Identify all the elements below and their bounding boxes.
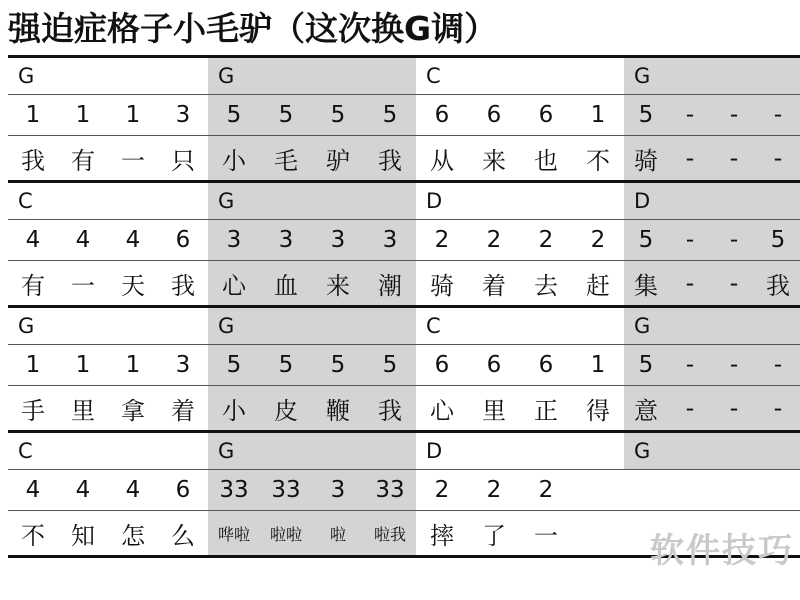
note-cell: 6 — [486, 102, 502, 129]
lyric-cell: 里 — [71, 396, 95, 425]
lyric-cell: 不 — [586, 146, 610, 175]
measure — [624, 220, 800, 260]
measure — [8, 433, 208, 469]
note-cell: 6 — [175, 477, 191, 504]
note-cell: 2 — [486, 227, 502, 254]
note-cell: 5 — [226, 102, 242, 129]
note-cell: 3 — [382, 227, 398, 254]
lyric-cell: 骑 — [430, 271, 454, 300]
lyric-cell: 啦我 — [373, 524, 406, 544]
lyric-cell: 心 — [222, 271, 246, 300]
note-cell: 3 — [278, 227, 294, 254]
lyric-cell: - — [773, 144, 783, 173]
music-sheet — [8, 55, 800, 558]
note-cell: 2 — [590, 227, 606, 254]
lyric-cell: - — [685, 394, 695, 423]
measure — [208, 220, 416, 260]
lyric-cell: 潮 — [378, 271, 402, 300]
measure — [624, 308, 800, 344]
number-notation-row — [8, 470, 800, 511]
chord-label: D — [426, 189, 443, 214]
measure — [624, 386, 800, 430]
chord-row — [8, 58, 800, 95]
measure — [8, 136, 208, 180]
measure — [208, 183, 416, 219]
lyric-cell: 正 — [534, 396, 558, 425]
measure — [416, 136, 624, 180]
note-cell: 2 — [434, 227, 450, 254]
chord-label: C — [426, 314, 441, 339]
chord-label: C — [18, 439, 33, 464]
note-cell: 1 — [75, 352, 91, 379]
note-cell: 1 — [590, 352, 606, 379]
note-cell: 33 — [219, 477, 249, 504]
note-cell: 33 — [375, 477, 405, 504]
note-cell: 3 — [330, 227, 346, 254]
lyric-cell: - — [685, 269, 695, 298]
measure — [624, 58, 800, 94]
note-cell: 6 — [434, 352, 450, 379]
lyric-cell: 鞭 — [326, 396, 350, 425]
note-cell: 5 — [770, 227, 786, 254]
note-cell: 1 — [590, 102, 606, 129]
note-cell: 6 — [434, 102, 450, 129]
note-cell: 4 — [125, 477, 141, 504]
measure — [416, 220, 624, 260]
chord-label: G — [18, 64, 35, 89]
measure — [8, 261, 208, 305]
lyric-cell: 毛 — [274, 146, 298, 175]
lyric-cell: 去 — [534, 271, 558, 300]
note-cell: 2 — [434, 477, 450, 504]
music-system — [8, 433, 800, 558]
measure — [624, 183, 800, 219]
measure — [8, 470, 208, 510]
note-cell: 5 — [226, 352, 242, 379]
note-cell: 5 — [382, 352, 398, 379]
note-cell: - — [685, 352, 695, 379]
chord-row — [8, 183, 800, 220]
lyric-cell: 也 — [534, 146, 558, 175]
lyric-cell: 来 — [326, 271, 350, 300]
lyric-cell: 集 — [634, 271, 658, 300]
note-cell: 2 — [486, 477, 502, 504]
lyric-cell: 赶 — [586, 271, 610, 300]
measure — [208, 470, 416, 510]
measure — [416, 261, 624, 305]
lyric-cell: 一 — [121, 146, 145, 175]
lyric-cell: - — [729, 269, 739, 298]
lyric-cell: 心 — [430, 396, 454, 425]
lyric-cell: 怎 — [121, 521, 145, 550]
lyric-cell: 从 — [430, 146, 454, 175]
chord-label: G — [634, 314, 651, 339]
lyric-cell: 有 — [71, 146, 95, 175]
lyric-cell: 着 — [482, 271, 506, 300]
lyric-cell: 驴 — [326, 146, 350, 175]
lyric-cell: 得 — [586, 396, 610, 425]
measure — [8, 308, 208, 344]
lyrics-row — [8, 386, 800, 430]
chord-row — [8, 433, 800, 470]
measure — [8, 511, 208, 555]
measure — [208, 136, 416, 180]
note-cell: 5 — [330, 102, 346, 129]
lyric-cell: 了 — [482, 521, 506, 550]
note-cell: 6 — [175, 227, 191, 254]
lyric-cell: 啦 — [329, 524, 346, 544]
note-cell: 5 — [638, 227, 654, 254]
note-cell: - — [685, 227, 695, 254]
lyric-cell: 不 — [21, 521, 45, 550]
note-cell: 3 — [175, 102, 191, 129]
music-system — [8, 58, 800, 183]
note-cell: 3 — [330, 477, 346, 504]
lyrics-row — [8, 511, 800, 555]
note-cell: 3 — [226, 227, 242, 254]
measure — [624, 470, 800, 510]
note-cell: - — [729, 352, 739, 379]
lyric-cell: 拿 — [121, 396, 145, 425]
lyric-cell: 手 — [21, 396, 45, 425]
measure — [208, 345, 416, 385]
note-cell: 6 — [486, 352, 502, 379]
lyric-cell: 我 — [378, 396, 402, 425]
note-cell: - — [729, 227, 739, 254]
note-cell: 5 — [278, 352, 294, 379]
lyric-cell: 小 — [222, 146, 246, 175]
music-system — [8, 308, 800, 433]
lyric-cell: 一 — [71, 271, 95, 300]
chord-label: G — [18, 314, 35, 339]
lyric-cell: 皮 — [274, 396, 298, 425]
measure — [416, 95, 624, 135]
number-notation-row — [8, 95, 800, 136]
note-cell: 33 — [271, 477, 301, 504]
measure — [8, 95, 208, 135]
lyric-cell: 么 — [171, 521, 195, 550]
lyric-cell: 天 — [121, 271, 145, 300]
music-system — [8, 183, 800, 308]
measure — [208, 95, 416, 135]
note-cell: 5 — [330, 352, 346, 379]
number-notation-row — [8, 345, 800, 386]
note-cell: 4 — [25, 477, 41, 504]
chord-label: G — [218, 439, 235, 464]
lyric-cell: 我 — [378, 146, 402, 175]
watermark: 软件技巧 — [650, 531, 794, 571]
chord-label: G — [218, 189, 235, 214]
note-cell: 2 — [538, 227, 554, 254]
note-cell: - — [773, 102, 783, 129]
lyric-cell: 我 — [766, 271, 790, 300]
lyric-cell: - — [773, 394, 783, 423]
lyric-cell: 有 — [21, 271, 45, 300]
note-cell: 5 — [382, 102, 398, 129]
lyric-cell: - — [729, 144, 739, 173]
lyric-cell: 我 — [171, 271, 195, 300]
measure — [208, 386, 416, 430]
measure — [8, 220, 208, 260]
lyric-cell: 啦啦 — [269, 524, 302, 544]
chord-label: G — [634, 64, 651, 89]
chord-label: D — [634, 189, 651, 214]
lyric-cell: 意 — [634, 396, 658, 425]
chord-label: C — [426, 64, 441, 89]
chord-label: C — [18, 189, 33, 214]
lyric-cell: 里 — [482, 396, 506, 425]
chord-label: G — [218, 64, 235, 89]
measure — [624, 433, 800, 469]
measure — [8, 386, 208, 430]
lyric-cell: 来 — [482, 146, 506, 175]
measure — [208, 261, 416, 305]
measure — [624, 95, 800, 135]
lyric-cell: - — [729, 394, 739, 423]
measure — [8, 183, 208, 219]
note-cell: - — [729, 102, 739, 129]
note-cell: - — [773, 352, 783, 379]
lyrics-row — [8, 261, 800, 305]
lyric-cell: 一 — [534, 521, 558, 550]
chord-row — [8, 308, 800, 345]
note-cell: 1 — [75, 102, 91, 129]
note-cell: 4 — [125, 227, 141, 254]
lyric-cell: 只 — [171, 146, 195, 175]
lyric-cell: 着 — [171, 396, 195, 425]
measure — [416, 511, 624, 555]
measure — [416, 345, 624, 385]
measure — [8, 345, 208, 385]
lyrics-row — [8, 136, 800, 180]
note-cell: 6 — [538, 102, 554, 129]
lyric-cell: - — [685, 144, 695, 173]
measure — [416, 183, 624, 219]
lyric-cell: 血 — [274, 271, 298, 300]
note-cell: 1 — [25, 102, 41, 129]
note-cell: 2 — [538, 477, 554, 504]
note-cell: 5 — [638, 352, 654, 379]
lyric-cell: 小 — [222, 396, 246, 425]
measure — [8, 58, 208, 94]
measure — [416, 58, 624, 94]
note-cell: 4 — [25, 227, 41, 254]
chord-label: D — [426, 439, 443, 464]
note-cell: - — [685, 102, 695, 129]
lyric-cell: 骑 — [634, 146, 658, 175]
measure — [416, 308, 624, 344]
measure — [208, 511, 416, 555]
measure — [624, 345, 800, 385]
chord-label: G — [634, 439, 651, 464]
measure — [208, 433, 416, 469]
note-cell: 5 — [278, 102, 294, 129]
number-notation-row — [8, 220, 800, 261]
lyric-cell: 摔 — [430, 521, 454, 550]
note-cell: 1 — [25, 352, 41, 379]
page-title: 强迫症格子小毛驴（这次换G调） — [8, 9, 498, 48]
note-cell: 4 — [75, 227, 91, 254]
lyric-cell: 哗啦 — [217, 524, 250, 544]
note-cell: 4 — [75, 477, 91, 504]
measure — [624, 511, 800, 555]
measure — [416, 470, 624, 510]
note-cell: 1 — [125, 352, 141, 379]
measure — [416, 386, 624, 430]
note-cell: 1 — [125, 102, 141, 129]
measure — [208, 308, 416, 344]
note-cell: 6 — [538, 352, 554, 379]
lyric-cell: 知 — [71, 521, 95, 550]
measure — [416, 433, 624, 469]
note-cell: 3 — [175, 352, 191, 379]
lyric-cell: 我 — [21, 146, 45, 175]
measure — [624, 136, 800, 180]
chord-label: G — [218, 314, 235, 339]
note-cell: 5 — [638, 102, 654, 129]
measure — [624, 261, 800, 305]
measure — [208, 58, 416, 94]
